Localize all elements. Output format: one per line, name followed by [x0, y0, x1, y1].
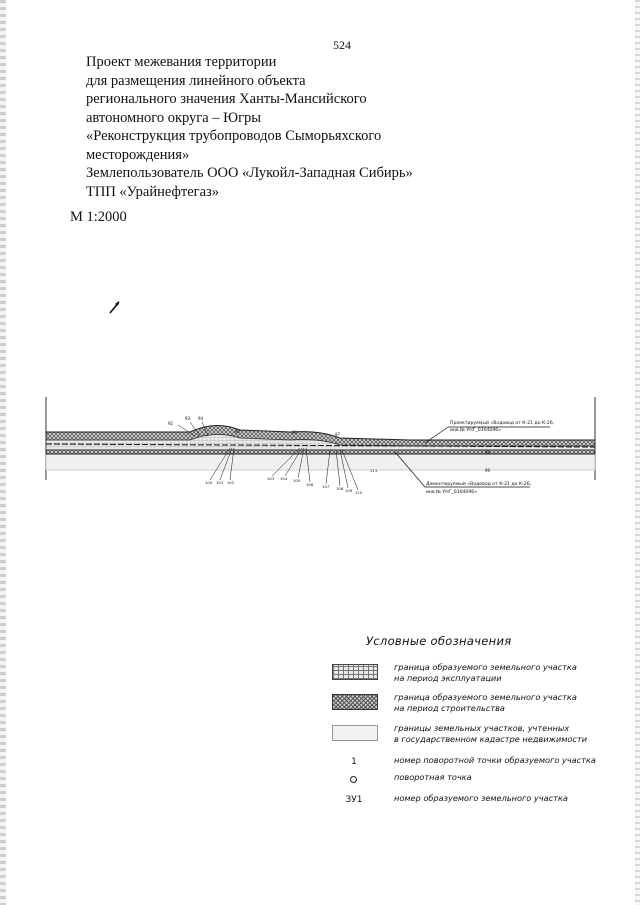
point-label: 107 [322, 484, 330, 489]
point-label: 103 [267, 476, 275, 481]
title-line: «Реконструкция трубопроводов Сыморьяхского [86, 128, 382, 144]
point-label: 93 [185, 416, 191, 421]
callout-bottom-line2: инв.№ УНГ_0304096» [426, 490, 478, 495]
legend-item-cadastral [332, 723, 592, 753]
legend-text: номер образуемого земельного участка [394, 793, 568, 803]
point-label: 105 [293, 478, 301, 483]
scan-edge-right [635, 0, 640, 905]
point-label: 98 [485, 450, 491, 455]
page-number: 524 [333, 38, 351, 52]
circle-icon [332, 775, 376, 789]
point-label: 94 [198, 416, 204, 421]
hatch-operation-icon [332, 664, 378, 680]
legend-title: Условные обозначения [366, 634, 512, 648]
legend-item-construction [332, 692, 592, 722]
cadastral-band [46, 454, 595, 470]
title-line: автономного округа – Югры [86, 109, 262, 126]
legend-text: поворотная точка [394, 772, 472, 782]
point-label: 102 [227, 480, 235, 485]
north-arrow-icon [109, 300, 121, 314]
point-label: 109 [345, 488, 353, 493]
callout-top-line1: Проектируемый «Водовод от К-21 до К-26, [450, 421, 555, 426]
point-label: 92 [168, 421, 174, 426]
point-label: 104 [280, 476, 288, 481]
point-label: 106 [306, 482, 314, 487]
legend-text: граница образуемого земельного участка [394, 662, 577, 672]
title-line: для размещения линейного объекта [86, 72, 306, 89]
legend-text: на период эксплуатации [394, 673, 502, 683]
callout-bottom-line1: Демонтируемый «Водовод от К-21 до К-26, [426, 482, 532, 487]
point-label: 101 [216, 480, 224, 485]
point-label: 97 [335, 432, 341, 437]
title-line: регионального значения Ханты-Мансийского [86, 91, 367, 107]
point-number-symbol: 1 [351, 757, 357, 767]
plot-number-symbol: ЗУ1 [345, 795, 363, 805]
boundary-map [30, 392, 610, 512]
scan-edge-left [0, 0, 6, 905]
point-label: 108 [336, 486, 344, 491]
legend-text: границы земельных участков, учтенных [394, 723, 570, 733]
point-label: 100 [205, 480, 213, 485]
document-title [86, 53, 413, 201]
legend-text: в государственном кадастре недвижимости [394, 734, 588, 744]
legend-text: на период строительства [394, 703, 505, 713]
title-line: Проект межевания территории [86, 54, 277, 70]
title-line: месторождения» [86, 146, 190, 163]
legend-item-plot-number [332, 793, 592, 823]
cadastral-area-icon [332, 725, 378, 741]
title-line: ТПП «Урайнефтегаз» [86, 183, 220, 200]
point-label: 95 [235, 429, 241, 434]
legend-text: номер поворотной точки образуемого участка [394, 755, 596, 765]
point-label: 110 [355, 490, 363, 495]
point-label: 99 [485, 468, 491, 473]
point-label: 96 [292, 430, 298, 435]
legend-text: граница образуемого земельного участка [394, 692, 577, 702]
title-line: Землепользователь ООО «Лукойл-Западная Сибирь» [86, 165, 413, 181]
legend-item-operation [332, 662, 592, 692]
hatch-construction-icon [332, 694, 378, 710]
callout-top-line2: инв.№ УНГ_0304096» [450, 428, 502, 433]
map-scale: М 1:2000 [70, 209, 127, 225]
point-label: 111 [370, 468, 378, 473]
